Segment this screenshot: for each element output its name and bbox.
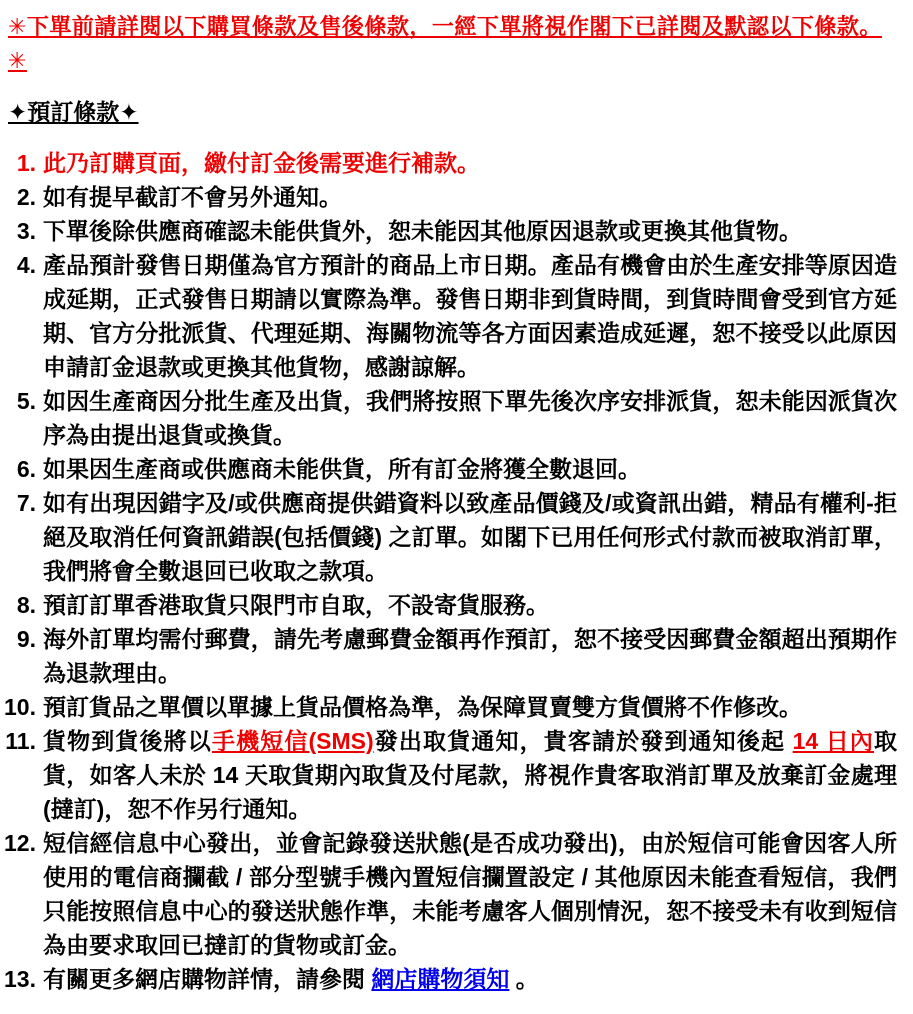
term-item-9 (4, 622, 897, 690)
term-text: 如有提早截訂不會另外通知。 (43, 184, 342, 210)
term-number: 13. (4, 966, 36, 992)
term-number: 8. (16, 592, 36, 618)
term-number: 6. (16, 456, 36, 482)
term-text-segment: 取貨，如客人未於 14 天取貨期內取貨及付尾款，將視作貴客取消訂單及放棄訂金處理(撻訂)，恕不作另行通知。 (43, 728, 898, 822)
shop-guide-link[interactable]: 網店購物須知 (371, 966, 510, 992)
terms-list (4, 146, 897, 996)
term-text-segment: 有關更多網店購物詳情，請參閱 (43, 966, 372, 992)
term-text: 短信經信息中心發出，並會記錄發送狀態(是否成功發出)，由於短信可能會因客人所使用的電信商攔截 / 部分型號手機內置短信攔置設定 / 其他原因未能查看短信，我們只能按照信息中心的發送狀態作準，未能考慮客人個別情況，恕不接受未有收到短信為由要求取回已撻訂的貨物或訂金。 (43, 830, 897, 958)
term-text-segment: 發出取貨通知，貴客請於發到通知後起 (373, 728, 793, 754)
term-text: 如果因生產商或供應商未能供貨，所有訂金將獲全數退回。 (43, 456, 641, 482)
term-text: 海外訂單均需付郵費，請先考慮郵費金額再作預訂，恕不接受因郵費金額超出預期作為退款理由。 (43, 626, 897, 686)
term-text: 預訂貨品之單價以單據上貨品價格為準，為保障買賣雙方貨價將不作修改。 (43, 694, 802, 720)
term-text: 產品預計發售日期僅為官方預計的商品上市日期。產品有機會由於生產安排等原因造成延期，正式發售日期請以實際為準。發售日期非到貨時間，到貨時間會受到官方延期、官方分批派貨、代理延期、海關物流等各方面因素造成延遲，恕不接受以此原因申請訂金退款或更換其他貨物，感謝諒解。 (43, 252, 897, 380)
term-item-10 (4, 690, 897, 724)
term-text (43, 962, 897, 996)
term-text: 如有出現因錯字及/或供應商提供錯資料以致產品價錢及/或資訊出錯，精品有權利-拒絕及取消任何資訊錯誤(包括價錢) 之訂單。如閣下已用任何形式付款而被取消訂單，我們將會全數退回已收取之款項。 (43, 490, 897, 584)
term-item-4 (4, 248, 897, 384)
term-number: 2. (16, 184, 36, 210)
term-item-12 (4, 826, 897, 962)
term-number: 3. (16, 218, 36, 244)
term-item-8 (4, 588, 897, 622)
sms-highlight: 手機短信(SMS) (211, 728, 374, 754)
term-text: 此乃訂購頁面，繳付訂金後需要進行補款。 (43, 150, 480, 176)
term-number: 12. (4, 830, 36, 856)
term-text-segment: 。 (509, 966, 539, 992)
term-number: 10. (4, 694, 36, 720)
term-item-1 (4, 146, 897, 180)
term-item-13 (4, 962, 897, 996)
term-item-11 (4, 724, 897, 826)
term-number: 5. (16, 388, 36, 414)
term-number: 7. (16, 490, 36, 516)
term-text: 如因生產商因分批生產及出貨，我們將按照下單先後次序安排派貨，恕未能因派貨次序為由提出退貨或換貨。 (43, 388, 897, 448)
term-item-5 (4, 384, 897, 452)
term-text: 下單後除供應商確認未能供貨外，恕未能因其他原因退款或更換其他貨物。 (43, 218, 802, 244)
pickup-deadline-highlight: 14 日內 (792, 728, 875, 754)
term-text (43, 724, 897, 826)
section-title-preorder-terms: ✦預訂條款✦ (8, 99, 139, 125)
term-text-segment: 貨物到貨後將以 (43, 728, 212, 754)
term-number: 9. (16, 626, 36, 652)
term-item-3 (4, 214, 897, 248)
purchase-notice: ✳下單前請詳閱以下購買條款及售後條款，一經下單將視作閣下已詳閱及默認以下條款。✳ (8, 14, 882, 73)
term-text: 預訂訂單香港取貨只限門市自取，不設寄貨服務。 (43, 592, 549, 618)
term-item-7 (4, 486, 897, 588)
term-item-2 (4, 180, 897, 214)
term-number: 1. (16, 150, 36, 176)
term-number: 11. (5, 728, 36, 754)
term-item-6 (4, 452, 897, 486)
term-number: 4. (16, 252, 36, 278)
